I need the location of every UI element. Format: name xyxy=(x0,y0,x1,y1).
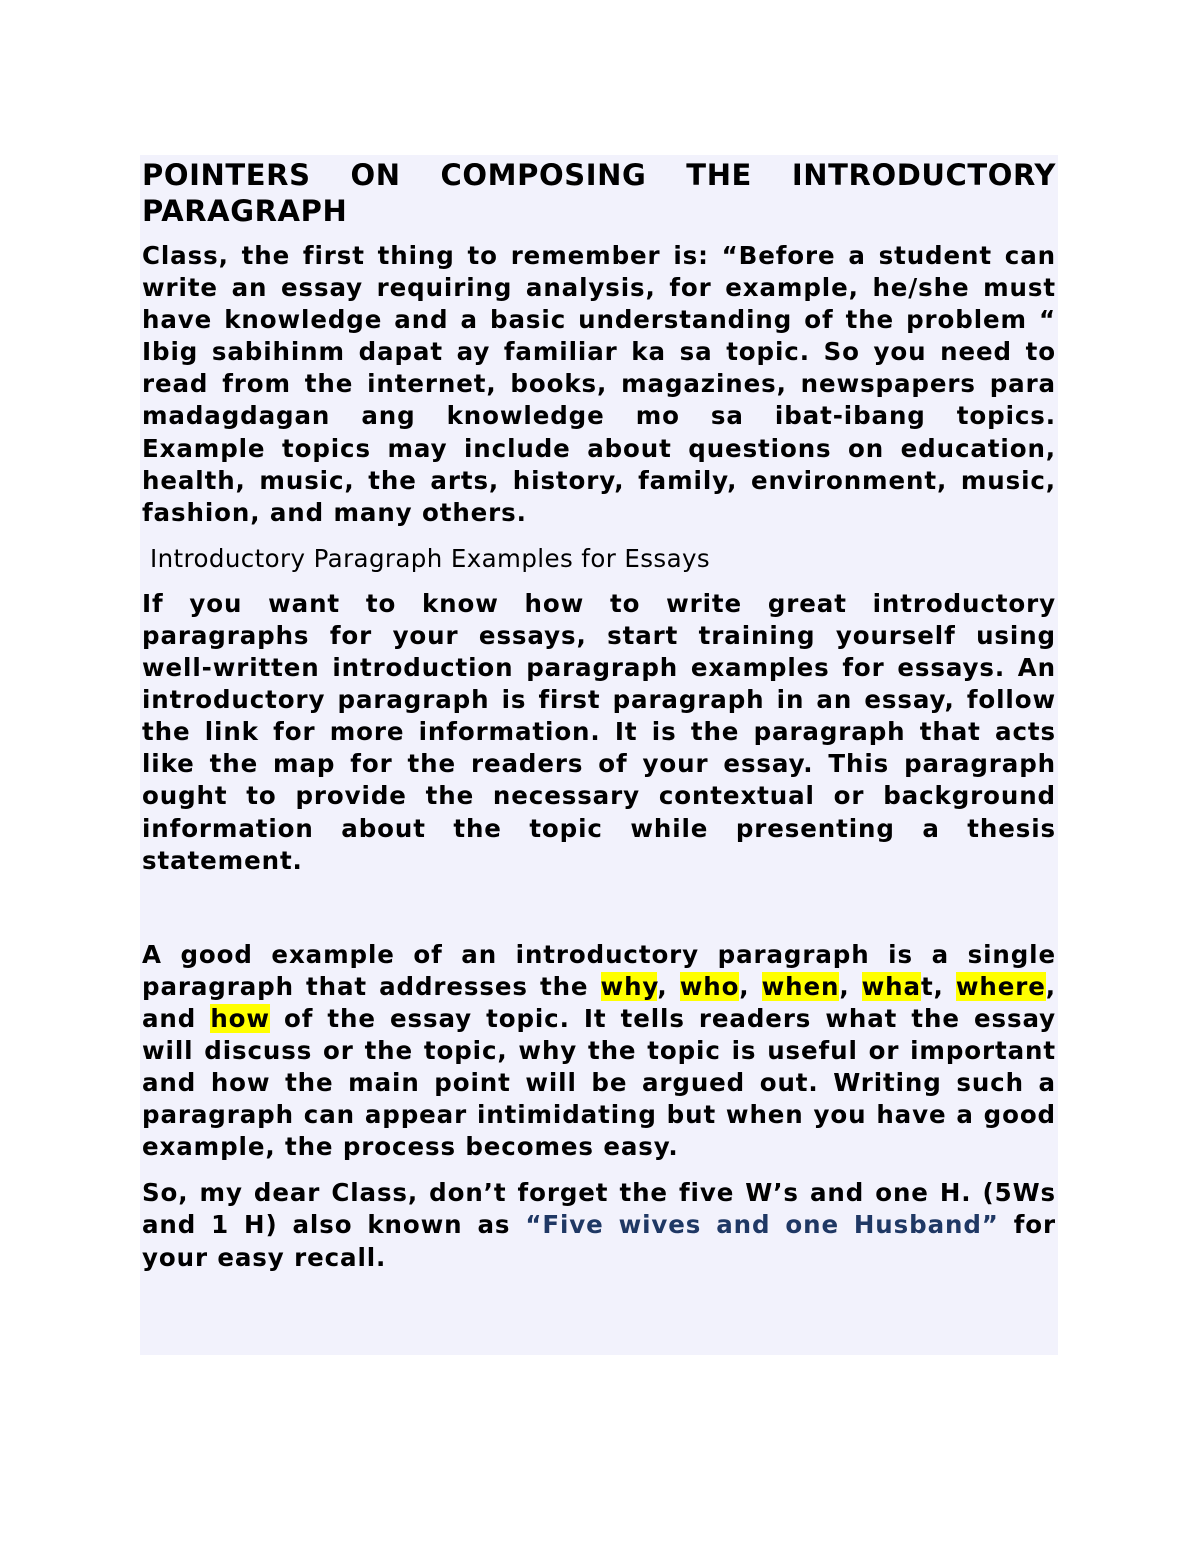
paragraph-text: of the essay topic. It tells readers what the essay will discuss or the topic, why the topic is useful or important and how the main point will be argued out. Writing such a paragraph can appear intimidating but when you have a good example, the process becomes easy. xyxy=(142,1003,1056,1162)
highlight-how: how xyxy=(210,1003,270,1033)
document-title: POINTERS ON COMPOSING THE INTRODUCTORY PARAGRAPH xyxy=(142,158,1056,228)
separator: , xyxy=(657,971,680,1001)
paragraph-closing xyxy=(142,1177,1056,1273)
paragraph-examples: If you want to know how to write great introductory paragraphs for your essays, start training yourself using well-written introduction paragraph examples for essays. An introductory paragraph is first paragraph in an essay, follow the link for more information. It is the paragraph that acts like the map for the readers of your essay. This paragraph ought to provide the necessary contextual or background information about the topic while presenting a thesis statement. xyxy=(142,588,1056,875)
paragraph-good-example xyxy=(142,939,1056,1164)
document-body xyxy=(140,155,1058,1355)
paragraph-text: A good example of an introductory paragraph is a single paragraph that addresses the xyxy=(142,939,1056,1001)
highlight-why: why xyxy=(600,971,658,1001)
mnemonic-phrase: “Five wives and one Husband” xyxy=(525,1210,999,1240)
separator xyxy=(944,972,956,1001)
separator: , xyxy=(739,971,762,1001)
paragraph-intro: Class, the first thing to remember is: “Before a student can write an essay requiring analysis, for example, he/she must have knowledge and a basic understanding of the problem “ Ibig sabihinm dapat ay familiar ka sa topic. So you need to read from the internet, books, magazines, newspapers para madagdagan ang knowledge mo sa ibat-ibang topics. Example topics may include about questions on education, health, music, the arts, history, family, environment, music, fashion, and many others. xyxy=(142,241,1056,527)
highlight-when: when xyxy=(761,971,840,1001)
highlight-what: wha xyxy=(861,971,921,1001)
paragraph-text: for your easy recall. xyxy=(142,1210,1056,1272)
separator: , and xyxy=(142,971,1056,1033)
what-suffix: t, xyxy=(920,971,944,1001)
section-subheading: Introductory Paragraph Examples for Essays xyxy=(150,543,711,573)
separator: , xyxy=(839,971,862,1001)
paragraph-text: So, my dear Class, don’t forget the five W’s and one H. (5Ws and 1 H) also known as xyxy=(142,1178,1056,1240)
highlight-where: where xyxy=(955,971,1046,1001)
blank-line xyxy=(142,891,1056,939)
highlight-who: who xyxy=(679,971,740,1001)
